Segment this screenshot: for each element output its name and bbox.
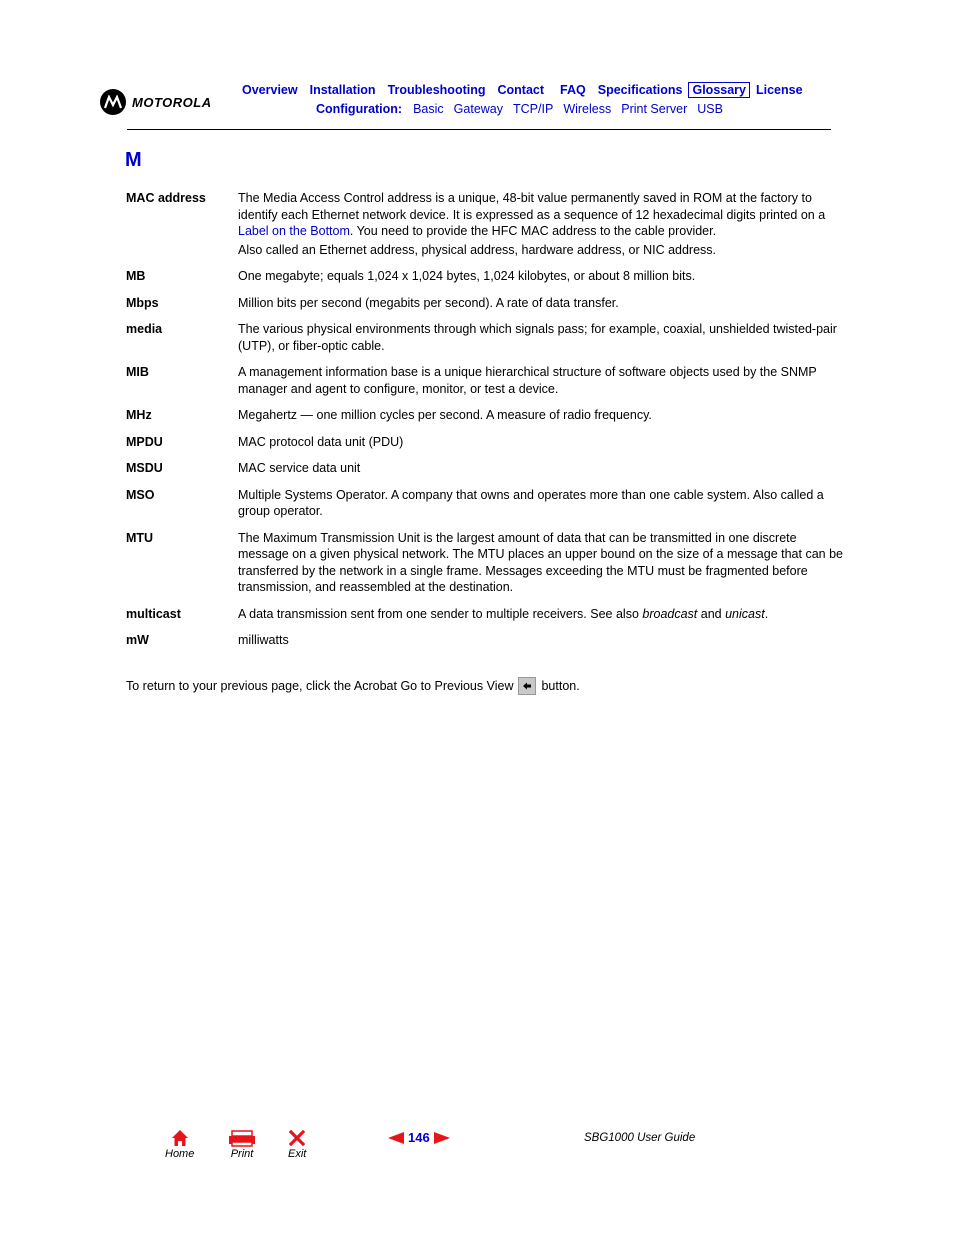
header-divider [127, 129, 831, 130]
glossary-entry [126, 407, 846, 424]
definition-text: and [697, 606, 726, 621]
nav-gateway[interactable]: Gateway [453, 102, 504, 116]
glossary-definition: MAC protocol data unit (PDU) [238, 434, 404, 449]
glossary-entry [126, 295, 846, 312]
section-letter: M [125, 149, 142, 171]
home-label: Home [165, 1148, 195, 1160]
glossary-definition: One megabyte; equals 1,024 x 1,024 bytes, 1,024 kilobytes, or about 8 million bits. [238, 269, 696, 283]
definition-emphasis: broadcast [642, 606, 698, 621]
brand-name: MOTOROLA [132, 94, 212, 110]
glossary-term: Mbps [126, 295, 159, 310]
glossary-entry [126, 190, 846, 258]
main-nav [242, 81, 815, 99]
glossary-term: MSO [126, 487, 155, 502]
definition-emphasis: unicast [725, 606, 765, 621]
nav-glossary-current[interactable]: Glossary [688, 82, 750, 98]
home-button[interactable] [165, 1128, 194, 1160]
glossary-definition [238, 606, 846, 623]
glossary-definition: Megahertz — one million cycles per second. A measure of radio frequency. [238, 408, 652, 422]
nav-tcpip[interactable]: TCP/IP [513, 102, 554, 116]
glossary-entry [126, 530, 846, 596]
glossary-entry [126, 487, 846, 520]
definition-text: Also called an Ethernet address, physical address, hardware address, or NIC address. [238, 242, 717, 257]
definition-text: A data transmission sent from one sender to multiple receivers. See also [238, 606, 643, 621]
glossary-entry [126, 364, 846, 397]
config-label: Configuration: [316, 102, 403, 116]
nav-wireless[interactable]: Wireless [563, 102, 612, 116]
glossary-term: MB [126, 269, 146, 283]
config-nav [316, 100, 733, 118]
glossary-term: MAC address [126, 191, 206, 205]
glossary-definition: The Maximum Transmission Unit is the largest amount of data that can be transmitted in one discrete message on a given physical network. The MTU places an upper bound on the size of a message that can be transferred by the network in a single frame. Messages exceeding the MTU must be fragmented before transmission, and reassembled at the destination. [238, 530, 843, 594]
motorola-logo-icon [100, 89, 126, 115]
glossary-term: MTU [126, 530, 154, 545]
return-note-text-end: button. [541, 679, 580, 693]
nav-license[interactable]: License [756, 83, 803, 97]
glossary-term: multicast [126, 606, 181, 621]
glossary-term: MHz [126, 408, 152, 422]
motorola-logo [100, 88, 212, 116]
home-icon [171, 1128, 189, 1148]
nav-installation[interactable]: Installation [309, 83, 376, 97]
print-button[interactable] [228, 1128, 256, 1160]
glossary-definition: milliwatts [238, 633, 289, 647]
back-arrow-icon[interactable] [518, 677, 536, 695]
exit-label: Exit [288, 1148, 307, 1160]
return-note [126, 677, 580, 695]
page-navigator [388, 1130, 450, 1145]
exit-x-icon [289, 1128, 305, 1148]
nav-overview[interactable]: Overview [242, 83, 298, 97]
glossary-term: MPDU [126, 434, 163, 449]
nav-print-server[interactable]: Print Server [621, 102, 688, 116]
definition-text: The Media Access Control address is a unique, 48-bit value permanently saved in ROM at the factory to identify each Ethernet network device. It is expressed as a sequence of 12 hexadecimal digits printed on a [238, 191, 826, 222]
prev-page-arrow-icon[interactable] [388, 1132, 404, 1144]
exit-button[interactable] [288, 1128, 306, 1160]
glossary-definition: MAC service data unit [238, 461, 361, 475]
glossary-entry [126, 460, 846, 477]
nav-basic[interactable]: Basic [413, 102, 444, 116]
glossary-term: MIB [126, 365, 149, 379]
glossary-definition: Multiple Systems Operator. A company that owns and operates more than one cable system. Also called a group operator. [238, 487, 824, 518]
glossary-definition: The various physical environments through which signals pass; for example, coaxial, unshielded twisted-pair (UTP), or fiber-optic cable. [238, 322, 837, 353]
glossary-list [126, 190, 846, 659]
next-page-arrow-icon[interactable] [434, 1132, 450, 1144]
return-note-text: To return to your previous page, click the Acrobat Go to Previous View [126, 679, 514, 693]
nav-contact[interactable]: Contact [497, 83, 545, 97]
glossary-entry [126, 632, 846, 649]
nav-faq[interactable]: FAQ [560, 83, 586, 97]
glossary-entry [126, 268, 846, 285]
definition-text: . [764, 606, 769, 621]
glossary-term: mW [126, 633, 149, 647]
glossary-entry [126, 606, 846, 623]
glossary-term: MSDU [126, 461, 163, 475]
print-label: Print [230, 1148, 254, 1160]
label-on-bottom-link[interactable]: Label on the Bottom [238, 224, 350, 238]
nav-troubleshooting[interactable]: Troubleshooting [387, 83, 486, 97]
guide-title: SBG1000 User Guide [584, 1132, 696, 1144]
page-number: 146 [408, 1130, 430, 1145]
glossary-definition: Million bits per second (megabits per second). A rate of data transfer. [238, 295, 619, 310]
glossary-entry [126, 434, 846, 451]
nav-usb[interactable]: USB [697, 102, 723, 116]
glossary-entry [126, 321, 846, 354]
glossary-term: media [126, 322, 163, 336]
glossary-definition [238, 190, 846, 258]
nav-specifications[interactable]: Specifications [597, 83, 683, 97]
definition-text: . You need to provide the HFC MAC address to the cable provider. [349, 224, 717, 238]
glossary-definition: A management information base is a unique hierarchical structure of software objects used by the SNMP manager and agent to configure, monitor, or test a device. [238, 365, 817, 396]
printer-icon [228, 1128, 256, 1148]
